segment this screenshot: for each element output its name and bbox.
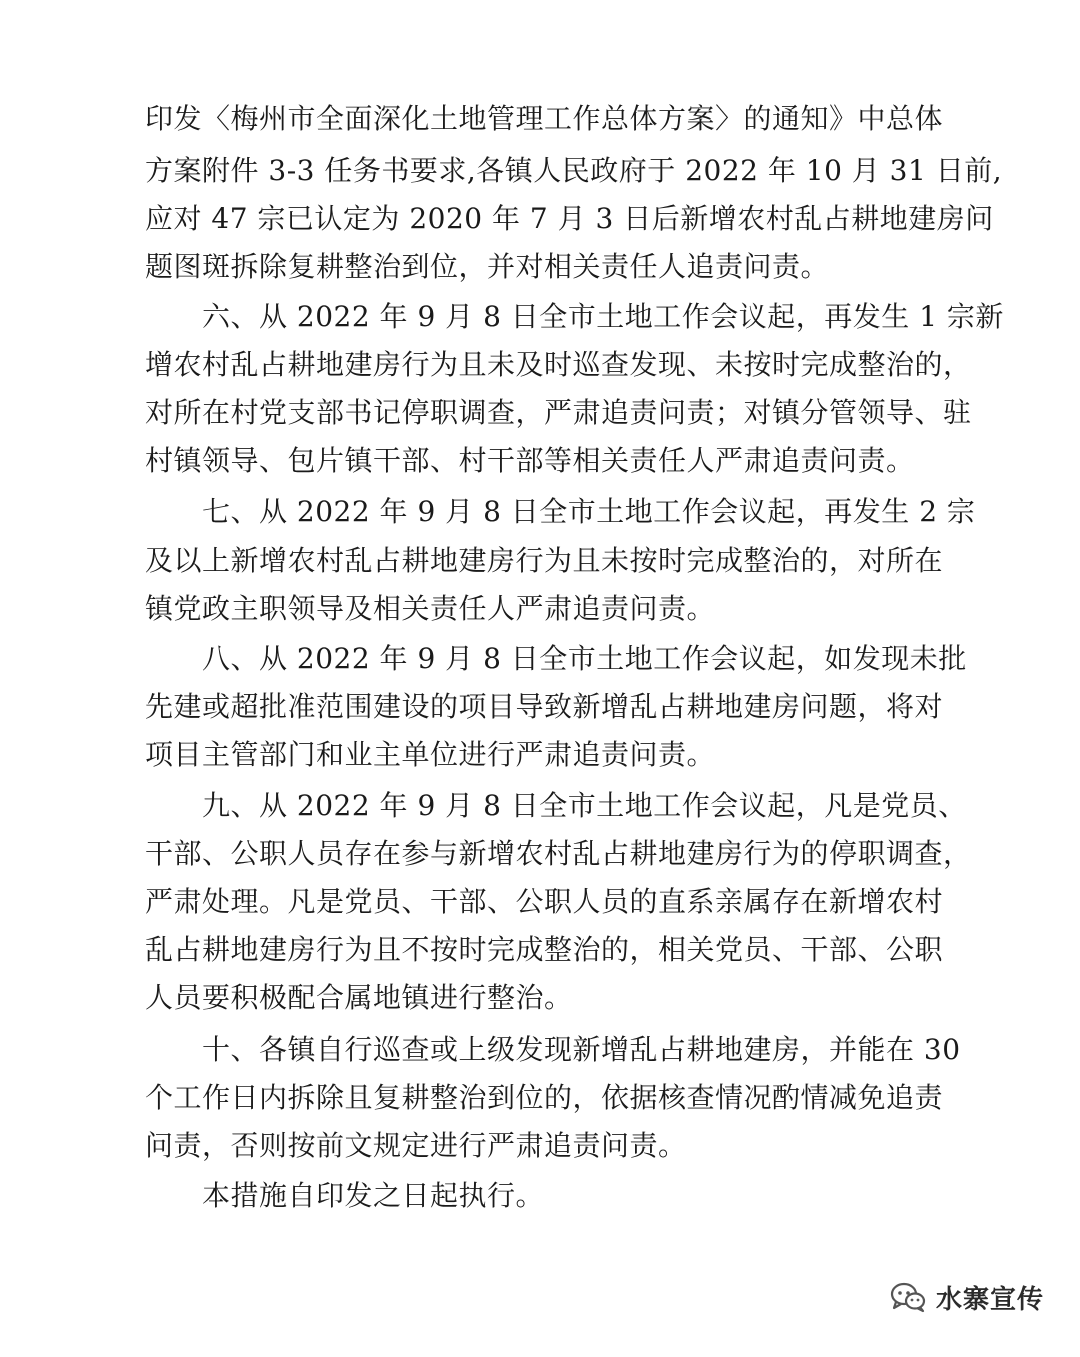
text-line: 对所在村党支部书记停职调查，严肃追责问责；对镇分管领导、驻 bbox=[145, 396, 972, 429]
paragraph-8-line: 八、从 2022 年 9 月 8 日全市土地工作会议起，如发现未批 bbox=[202, 642, 967, 675]
text-line: 印发〈梅州市全面深化土地管理工作总体方案〉的通知》中总体 bbox=[145, 102, 944, 135]
text-line: 应对 47 宗已认定为 2020 年 7 月 3 日后新增农村乱占耕地建房问 bbox=[145, 202, 994, 235]
text-line: 严肃处理。凡是党员、干部、公职人员的直系亲属存在新增农村 bbox=[145, 885, 944, 918]
watermark-text: 水寨宣传 bbox=[935, 1284, 1044, 1315]
text-line: 项目主管部门和业主单位进行严肃追责问责。 bbox=[145, 738, 716, 771]
text-line: 个工作日内拆除且复耕整治到位的，依据核查情况酌情减免追责 bbox=[145, 1081, 944, 1114]
text-line: 干部、公职人员存在参与新增农村乱占耕地建房行为的停职调查， bbox=[145, 837, 972, 870]
paragraph-10-line: 十、各镇自行巡查或上级发现新增乱占耕地建房，并能在 30 bbox=[202, 1033, 961, 1066]
paragraph-7-line: 七、从 2022 年 9 月 8 日全市土地工作会议起，再发生 2 宗 bbox=[202, 495, 976, 528]
paragraph-9-line: 九、从 2022 年 9 月 8 日全市土地工作会议起，凡是党员、 bbox=[202, 789, 967, 822]
text-line: 先建或超批准范围建设的项目导致新增乱占耕地建房问题，将对 bbox=[145, 690, 944, 723]
text-line: 镇党政主职领导及相关责任人严肃追责问责。 bbox=[145, 592, 716, 625]
closing-line: 本措施自印发之日起执行。 bbox=[202, 1179, 545, 1212]
text-line: 人员要积极配合属地镇进行整治。 bbox=[145, 981, 573, 1014]
text-line: 题图斑拆除复耕整治到位，并对相关责任人追责问责。 bbox=[145, 250, 830, 283]
text-line: 方案附件 3-3 任务书要求,各镇人民政府于 2022 年 10 月 31 日前, bbox=[145, 154, 1003, 187]
text-line: 及以上新增农村乱占耕地建房行为且未按时完成整治的，对所在 bbox=[145, 544, 944, 577]
wechat-icon bbox=[890, 1281, 926, 1313]
text-line: 问责，否则按前文规定进行严肃追责问责。 bbox=[145, 1129, 687, 1162]
paragraph-6-line: 六、从 2022 年 9 月 8 日全市土地工作会议起，再发生 1 宗新 bbox=[202, 300, 1004, 333]
watermark bbox=[890, 1277, 1044, 1317]
text-line: 村镇领导、包片镇干部、村干部等相关责任人严肃追责问责。 bbox=[145, 444, 915, 477]
text-line: 增农村乱占耕地建房行为且未及时巡查发现、未按时完成整治的， bbox=[145, 348, 972, 381]
text-line: 乱占耕地建房行为且不按时完成整治的，相关党员、干部、公职 bbox=[145, 933, 944, 966]
